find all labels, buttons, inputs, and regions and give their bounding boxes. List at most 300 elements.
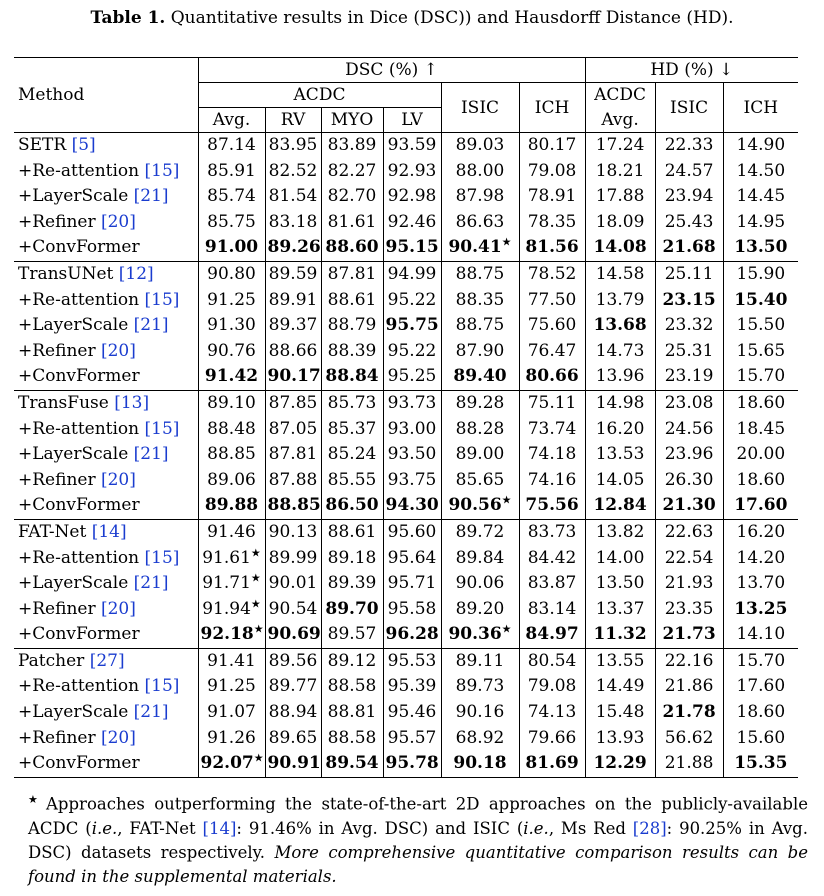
cell-value: 17.24	[595, 135, 645, 155]
cell-value: 11.32	[593, 624, 647, 645]
dsc-acdc-avg-cell	[198, 546, 265, 572]
cell-value: 82.70	[327, 186, 377, 207]
hd-ich-cell	[723, 674, 798, 700]
cell-value: 90.76	[207, 340, 256, 361]
hd-acdc-avg-cell	[585, 288, 655, 314]
cell-value: 88.84	[325, 366, 379, 387]
cell-value: 89.54	[325, 753, 379, 774]
dsc-acdc-avg-cell	[198, 339, 265, 365]
dsc-acdc-lv-cell	[383, 648, 441, 674]
citation-link[interactable]: [20]	[100, 340, 136, 361]
citation-link[interactable]: [15]	[144, 547, 180, 568]
hd-acdc-avg-cell	[585, 597, 655, 623]
cell-value: 83.87	[527, 573, 577, 594]
cell-value: 26.30	[664, 469, 714, 490]
table-row	[14, 597, 798, 623]
cell-value: 14.45	[736, 186, 786, 207]
cell-value: 12.29	[593, 753, 647, 774]
cell-value: 22.63	[664, 521, 714, 542]
citation-link[interactable]: [27]	[89, 650, 125, 671]
cell-value: 87.14	[207, 135, 256, 155]
method-name: +Refiner	[18, 469, 101, 490]
star-icon: ★	[250, 597, 261, 611]
method-name: +ConvFormer	[18, 624, 140, 645]
method-name: +ConvFormer	[18, 753, 140, 774]
dsc-acdc-avg-cell	[198, 726, 265, 752]
cell-value: 89.10	[207, 392, 256, 413]
citation-link[interactable]: [20]	[100, 211, 136, 232]
cell-value: 78.91	[527, 186, 577, 207]
cell-value: 13.53	[595, 444, 645, 465]
method-name: +Re-attention	[18, 676, 145, 697]
method-cell	[14, 493, 198, 519]
method-cell	[14, 571, 198, 597]
dsc-acdc-rv-cell	[265, 210, 321, 236]
dsc-acdc-myo-cell	[321, 235, 383, 261]
cell-value: 91.61	[202, 547, 251, 568]
dsc-acdc-myo-cell	[321, 546, 383, 572]
hd-ich-cell	[723, 261, 798, 287]
dsc-isic-cell	[441, 364, 519, 390]
dsc-acdc-myo-cell	[321, 726, 383, 752]
hd-ich-cell	[723, 493, 798, 519]
hd-acdc-avg-cell	[585, 235, 655, 261]
table-row	[14, 571, 798, 597]
cell-value: 84.97	[525, 624, 579, 645]
dsc-acdc-lv-cell	[383, 571, 441, 597]
dsc-acdc-myo-cell	[321, 184, 383, 210]
dsc-acdc-rv-cell	[265, 339, 321, 365]
cell-value: 95.46	[387, 702, 437, 723]
method-cell	[14, 468, 198, 494]
cell-value: 85.75	[207, 211, 256, 232]
hd-acdc-avg-cell	[585, 493, 655, 519]
table-body	[14, 133, 798, 778]
dsc-isic-cell	[441, 468, 519, 494]
cell-value: 83.89	[327, 135, 377, 155]
note-ie-2: i.e.	[523, 818, 549, 838]
method-cell	[14, 288, 198, 314]
dsc-ich-cell	[519, 648, 585, 674]
method-name: +LayerScale	[18, 315, 134, 336]
dsc-acdc-myo-cell	[321, 339, 383, 365]
cell-value: 89.11	[455, 650, 505, 671]
dsc-isic-cell	[441, 726, 519, 752]
citation-link[interactable]: [15]	[144, 160, 180, 181]
cell-value: 89.73	[455, 676, 505, 697]
citation-link[interactable]: [15]	[144, 418, 180, 439]
method-cell	[14, 417, 198, 443]
dsc-ich-cell	[519, 546, 585, 572]
hd-avg-header: Avg.	[585, 108, 655, 133]
citation-link[interactable]: [21]	[133, 573, 169, 594]
table-row	[14, 622, 798, 648]
citation-link[interactable]: [5]	[71, 135, 96, 155]
dsc-acdc-rv-cell	[265, 493, 321, 519]
cell-value: 95.64	[387, 547, 437, 568]
cell-value: 14.05	[595, 469, 645, 490]
dsc-acdc-myo-cell	[321, 622, 383, 648]
dsc-isic-cell	[441, 442, 519, 468]
cell-value: 80.17	[527, 135, 577, 155]
table-row	[14, 184, 798, 210]
dsc-acdc-avg-cell	[198, 442, 265, 468]
method-name: +ConvFormer	[18, 237, 140, 258]
cell-value: 87.85	[268, 392, 318, 413]
hd-acdc-header: ACDC	[585, 83, 655, 108]
table-row	[14, 313, 798, 339]
cell-value: 14.98	[595, 392, 645, 413]
cell-value: 18.45	[736, 418, 786, 439]
cell-value: 77.50	[527, 289, 577, 310]
citation-link[interactable]: [21]	[133, 444, 169, 465]
cell-value: 95.39	[387, 676, 437, 697]
hd-acdc-avg-cell	[585, 210, 655, 236]
hd-header: HD (%) ↓	[585, 58, 798, 83]
cell-value: 85.91	[207, 160, 256, 181]
hd-acdc-avg-cell	[585, 751, 655, 777]
citation-link[interactable]: [15]	[144, 289, 180, 310]
dsc-ich-cell	[519, 674, 585, 700]
hd-ich-cell	[723, 726, 798, 752]
dsc-rv-header: RV	[265, 108, 321, 133]
cell-value: 17.60	[734, 495, 788, 516]
cell-value: 21.73	[662, 624, 716, 645]
method-cell	[14, 519, 198, 545]
cell-value: 91.94	[202, 598, 251, 619]
table-row	[14, 468, 798, 494]
results-table	[14, 57, 798, 778]
cell-value: 75.56	[525, 495, 579, 516]
dsc-myo-header: MYO	[321, 108, 383, 133]
cell-value: 87.05	[268, 418, 318, 439]
dsc-isic-cell	[441, 159, 519, 185]
dsc-isic-cell	[441, 313, 519, 339]
dsc-acdc-avg-cell	[198, 184, 265, 210]
cell-value: 88.61	[327, 521, 377, 542]
method-name: +Re-attention	[18, 289, 145, 310]
cell-value: 89.18	[327, 547, 377, 568]
star-icon: ★	[250, 571, 261, 585]
dsc-acdc-rv-cell	[265, 571, 321, 597]
cell-value: 90.01	[268, 573, 318, 594]
hd-ich-cell	[723, 442, 798, 468]
hd-isic-cell	[655, 751, 723, 777]
dsc-avg-header: Avg.	[198, 108, 265, 133]
cell-value: 74.18	[527, 444, 577, 465]
dsc-isic-cell	[441, 571, 519, 597]
hd-isic-cell	[655, 390, 723, 416]
dsc-isic-cell	[441, 184, 519, 210]
dsc-acdc-rv-cell	[265, 674, 321, 700]
cell-value: 80.66	[525, 366, 579, 387]
dsc-acdc-lv-cell	[383, 468, 441, 494]
dsc-ich-cell	[519, 364, 585, 390]
table-row	[14, 417, 798, 443]
cell-value: 21.93	[664, 573, 714, 594]
dsc-acdc-lv-cell	[383, 210, 441, 236]
cell-value: 90.13	[268, 521, 318, 542]
cell-value: 94.30	[385, 495, 439, 516]
method-cell	[14, 261, 198, 287]
hd-acdc-avg-cell	[585, 339, 655, 365]
cell-value: 93.50	[387, 444, 437, 465]
dsc-acdc-lv-cell	[383, 261, 441, 287]
cell-value: 89.39	[327, 573, 377, 594]
note-italic: More comprehensive quantitative comparison results can be found in the supplemental materials.	[28, 842, 808, 886]
citation-link[interactable]: [20]	[100, 469, 136, 490]
hd-isic-cell	[655, 674, 723, 700]
method-name: +LayerScale	[18, 702, 134, 723]
hd-acdc-avg-cell	[585, 442, 655, 468]
citation-link[interactable]: [28]	[632, 818, 667, 838]
table-row	[14, 726, 798, 752]
dsc-acdc-rv-cell	[265, 417, 321, 443]
table-row	[14, 546, 798, 572]
hd-ich-cell	[723, 597, 798, 623]
cell-value: 92.18	[200, 624, 254, 645]
table-row	[14, 339, 798, 365]
dsc-acdc-rv-cell	[265, 597, 321, 623]
cell-value: 88.48	[207, 418, 256, 439]
star-icon: ★	[501, 622, 512, 636]
cell-value: 95.71	[387, 573, 437, 594]
method-name: +LayerScale	[18, 444, 134, 465]
hd-isic-cell	[655, 468, 723, 494]
hd-ich-cell	[723, 364, 798, 390]
table-row	[14, 210, 798, 236]
method-name: +ConvFormer	[18, 495, 140, 516]
cell-value: 75.60	[527, 315, 577, 336]
method-cell	[14, 390, 198, 416]
star-icon: ★	[253, 751, 264, 765]
hd-acdc-avg-cell	[585, 364, 655, 390]
dsc-ich-cell	[519, 235, 585, 261]
cell-value: 76.47	[527, 340, 577, 361]
cell-value: 88.60	[325, 237, 379, 258]
cell-value: 14.10	[736, 624, 786, 645]
cell-value: 78.35	[527, 211, 577, 232]
hd-ich-cell	[723, 751, 798, 777]
method-cell	[14, 210, 198, 236]
cell-value: 89.12	[327, 650, 377, 671]
citation-link[interactable]: [20]	[100, 598, 136, 619]
cell-value: 91.00	[204, 237, 259, 258]
cell-value: 90.69	[267, 624, 321, 645]
hd-ich-cell	[723, 546, 798, 572]
dsc-acdc-avg-cell	[198, 288, 265, 314]
cell-value: 89.26	[267, 237, 321, 258]
dsc-acdc-rv-cell	[265, 390, 321, 416]
dsc-acdc-rv-cell	[265, 700, 321, 726]
cell-value: 14.58	[595, 263, 645, 284]
dsc-acdc-lv-cell	[383, 597, 441, 623]
hd-isic-cell	[655, 493, 723, 519]
citation-link[interactable]: [21]	[133, 702, 169, 723]
hd-ich-cell	[723, 622, 798, 648]
citation-link[interactable]: [21]	[133, 315, 169, 336]
cell-value: 90.18	[453, 753, 507, 774]
citation-link[interactable]: [20]	[100, 727, 136, 748]
cell-value: 14.90	[736, 135, 786, 155]
method-cell	[14, 133, 198, 159]
dsc-isic-cell	[441, 597, 519, 623]
cell-value: 89.70	[325, 598, 379, 619]
method-name: +LayerScale	[18, 186, 134, 207]
cell-value: 56.62	[664, 727, 714, 748]
dsc-acdc-lv-cell	[383, 726, 441, 752]
dsc-ich-cell	[519, 339, 585, 365]
hd-acdc-avg-cell	[585, 700, 655, 726]
dsc-acdc-lv-cell	[383, 288, 441, 314]
cell-value: 23.19	[664, 366, 714, 387]
cell-value: 88.81	[327, 702, 377, 723]
star-icon: ★	[253, 622, 264, 636]
citation-link[interactable]: [12]	[118, 263, 154, 284]
dsc-acdc-avg-cell	[198, 235, 265, 261]
citation-link[interactable]: [14]	[91, 521, 127, 542]
method-header: Method	[18, 85, 85, 105]
cell-value: 74.16	[527, 469, 577, 490]
cell-value: 23.08	[664, 392, 714, 413]
cell-value: 15.65	[736, 340, 786, 361]
cell-value: 89.77	[268, 676, 318, 697]
hd-isic-cell	[655, 519, 723, 545]
hd-acdc-avg-cell	[585, 261, 655, 287]
cell-value: 89.40	[453, 366, 507, 387]
cell-value: 14.49	[595, 676, 645, 697]
table-row	[14, 442, 798, 468]
dsc-acdc-myo-cell	[321, 571, 383, 597]
table-row	[14, 261, 798, 287]
method-cell	[14, 648, 198, 674]
cell-value: 95.25	[387, 366, 437, 387]
dsc-acdc-lv-cell	[383, 390, 441, 416]
cell-value: 93.75	[387, 469, 437, 490]
cell-value: 21.68	[662, 237, 716, 258]
dsc-acdc-lv-cell	[383, 235, 441, 261]
dsc-acdc-myo-cell	[321, 364, 383, 390]
note-ie-1: i.e.	[91, 818, 118, 838]
cell-value: 81.56	[525, 237, 579, 258]
cell-value: 23.35	[664, 598, 714, 619]
cell-value: 15.48	[595, 702, 645, 723]
hd-isic-cell	[655, 288, 723, 314]
cell-value: 91.41	[207, 650, 256, 671]
caption-text: Quantitative results in Dice (DSC)) and Hausdorff Distance (HD).	[165, 8, 734, 28]
dsc-isic-cell	[441, 519, 519, 545]
cell-value: 88.94	[268, 702, 318, 723]
hd-isic-cell	[655, 700, 723, 726]
dsc-acdc-avg-cell	[198, 674, 265, 700]
cell-value: 91.26	[207, 727, 256, 748]
cell-value: 92.07	[200, 753, 254, 774]
dsc-acdc-rv-cell	[265, 364, 321, 390]
dsc-acdc-rv-cell	[265, 546, 321, 572]
cell-value: 89.06	[207, 469, 256, 490]
hd-ich-cell	[723, 133, 798, 159]
cell-value: 14.73	[595, 340, 645, 361]
cell-value: 16.20	[595, 418, 645, 439]
citation-link[interactable]: [15]	[144, 676, 180, 697]
hd-ich-cell	[723, 184, 798, 210]
table-row	[14, 493, 798, 519]
cell-value: 93.59	[387, 135, 437, 155]
dsc-isic-cell	[441, 751, 519, 777]
dsc-acdc-avg-cell	[198, 133, 265, 159]
cell-value: 25.31	[664, 340, 714, 361]
cell-value: 88.58	[327, 676, 377, 697]
cell-value: 91.42	[204, 366, 259, 387]
dsc-isic-cell	[441, 700, 519, 726]
cell-value: 14.50	[736, 160, 786, 181]
citation-link[interactable]: [21]	[133, 186, 169, 207]
cell-value: 13.37	[595, 598, 645, 619]
dsc-acdc-avg-cell	[198, 468, 265, 494]
method-cell	[14, 313, 198, 339]
cell-value: 89.99	[268, 547, 318, 568]
dsc-acdc-lv-cell	[383, 313, 441, 339]
cell-value: 91.71	[202, 573, 251, 594]
cell-value: 89.65	[268, 727, 318, 748]
dsc-acdc-rv-cell	[265, 133, 321, 159]
cell-value: 88.39	[327, 340, 377, 361]
cell-value: 83.14	[527, 598, 577, 619]
method-name: TransUNet	[18, 263, 119, 284]
hd-acdc-avg-cell	[585, 674, 655, 700]
dsc-ich-cell	[519, 184, 585, 210]
cell-value: 14.20	[736, 547, 786, 568]
cell-value: 23.96	[664, 444, 714, 465]
cell-value: 92.46	[387, 211, 437, 232]
cell-value: 85.74	[207, 186, 256, 207]
method-cell	[14, 700, 198, 726]
hd-acdc-avg-cell	[585, 417, 655, 443]
dsc-acdc-myo-cell	[321, 390, 383, 416]
cell-value: 91.30	[207, 315, 256, 336]
cell-value: 95.15	[385, 237, 439, 258]
hd-isic-cell	[655, 261, 723, 287]
dsc-acdc-myo-cell	[321, 261, 383, 287]
cell-value: 24.57	[664, 160, 714, 181]
note-text-1: Approaches outperforming the state-of-the-art 2D approaches on the publicly-available ACDC (	[28, 794, 808, 838]
cell-value: 89.28	[455, 392, 505, 413]
table-row	[14, 364, 798, 390]
cell-value: 81.54	[268, 186, 318, 207]
dsc-acdc-rv-cell	[265, 751, 321, 777]
cell-value: 87.81	[268, 444, 318, 465]
hd-ich-cell	[723, 390, 798, 416]
hd-ich-cell	[723, 571, 798, 597]
cell-value: 89.59	[268, 263, 318, 284]
cell-value: 88.85	[267, 495, 321, 516]
cell-value: 89.20	[455, 598, 505, 619]
cell-value: 86.50	[325, 495, 379, 516]
citation-link[interactable]: [13]	[114, 392, 150, 413]
method-cell	[14, 364, 198, 390]
dsc-acdc-myo-cell	[321, 674, 383, 700]
cell-value: 15.50	[736, 315, 786, 336]
cell-value: 73.74	[527, 418, 577, 439]
cell-value: 79.08	[527, 160, 577, 181]
cell-value: 15.90	[736, 263, 786, 284]
cell-value: 90.91	[267, 753, 321, 774]
dsc-ich-cell	[519, 726, 585, 752]
cell-value: 14.95	[736, 211, 786, 232]
cell-value: 15.70	[736, 650, 786, 671]
citation-link[interactable]: [14]	[202, 818, 237, 838]
cell-value: 89.84	[455, 547, 505, 568]
